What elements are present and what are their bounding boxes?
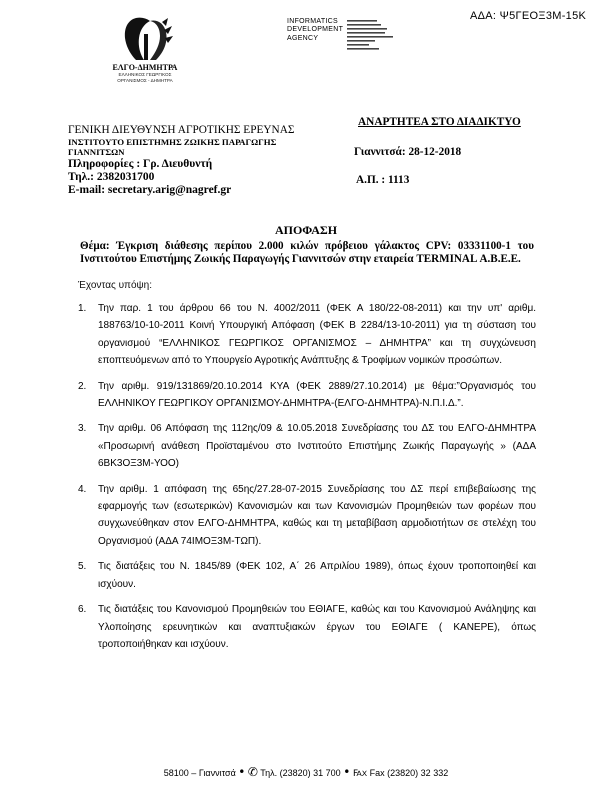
item-text: Την παρ. 1 του άρθρου 66 του Ν. 4002/2011 (ΦΕΚ Α 180/22-08-2011) και την υπ' αριθμ. 188763/10-10-2011 Κοινή Υπουργική Απόφαση (ΦΕΚ Β 2284/13-10-2011) για τη σύσταση του οργανισμού “ΕΛΛΗΝΙΚΟΣ ΓΕΩΡΓΙΚΟΣ ΟΡΓΑΝΙΣΜΟΣ – ΔΗΜΗΤΡΑ” και τη συγχώνευση εποπτευόμενων από το Υπουργείο Αγροτικής Ανάπτυξης & Τροφίμων νομικών προσώπων. — [98, 303, 536, 367]
illegible-fine-print — [347, 19, 399, 56]
bullet-icon: • — [238, 765, 246, 779]
posting-notice: ΑΝΑΡΤΗΤΕΑ ΣΤΟ ΔΙΑΔΙΚΤΥΟ — [358, 116, 521, 128]
item-number: 4. — [78, 483, 87, 495]
footer-phone: Τηλ. (23820) 31 700 — [260, 768, 341, 778]
bullet-icon: • — [343, 765, 351, 779]
ada-code: ΑΔΑ: Ψ5ΓΕΟΞ3Μ-15Κ — [470, 10, 587, 22]
logo-subtitle-2: ΟΡΓΑΝΙΣΜΟΣ - ΔΗΜΗΤΡΑ — [117, 78, 173, 83]
list-item — [78, 601, 536, 653]
phone-number: Τηλ.: 2382031700 — [68, 170, 155, 183]
institute-name: ΙΝΣΤΙΤΟΥΤΟ ΕΠΙΣΤΗΜΗΣ ΖΩΙΚΗΣ ΠΑΡΑΓΩΓΗΣ — [68, 136, 277, 147]
informatics-line-1: INFORMATICS — [287, 18, 339, 25]
institute-city: ΓΙΑΝΝΙΤΣΩΝ — [68, 147, 125, 157]
informatics-agency-logo — [287, 18, 343, 43]
fine-print-lines-icon — [347, 19, 399, 55]
list-item — [78, 300, 536, 370]
item-number: 1. — [78, 303, 87, 314]
item-text: Την αριθμ. 1 απόφαση της 65ης/27.28-07-2015 Συνεδρίασης του ΔΣ περί επιβεβαίωσης της εφαρμογής των (εσωτερικών) Κανονισμών και των Κανονισμών Προμηθειών των φορέων που συγχωνεύθηκαν στον ΕΛΓΟ-ΔΗΜΗΤΡΑ, καθώς και τη μεταβίβαση αρμοδιοτήτων σε στελέχη του Οργανισμού (ΑΔΑ 74ΙΜΟΞ3Μ-ΤΩΠ). — [98, 483, 536, 547]
logo-name: ΕΛΓΟ-ΔΗΜΗΤΡΑ — [112, 63, 178, 72]
logo-subtitle-1: ΕΛΛΗΝΙΚΟΣ ΓΕΩΡΓΙΚΟΣ — [118, 72, 172, 77]
item-number: 5. — [78, 561, 87, 573]
item-text: Τις διατάξεις του Κανονισμού Προμηθειών του ΕΘΙΑΓΕ, καθώς και του Κανονισμού Ανάληψης και Υλοποίησης ερευνητικών και αναπτυξιακών έργων του ΕΘΙΑΓΕ ( ΚΑΝΕΡΕ), όπως τροποποιήθηκαν και ισχύουν. — [98, 604, 536, 650]
informatics-line-3: AGENCY — [287, 34, 319, 42]
item-number: 3. — [78, 423, 87, 435]
item-text: Την αριθμ. 06 Απόφαση της 112ης/09 & 10.05.2018 Συνεδρίασης του ΔΣ του ΕΛΓΟ-ΔΗΜΗΤΡΑ «Προσωρινή ανάθεση Προϊσταμένου στο Ινστιτούτο Επιστήμης Ζωικής Παραγωγής » (ΑΔΑ 6ΒΚ3ΟΞ3Μ-ΥΟΟ) — [98, 423, 536, 470]
item-number: 2. — [78, 380, 87, 392]
item-text: Την αριθμ. 919/131869/20.10.2014 ΚΥΑ (ΦΕΚ 2889/27.10.2014) με θέμα:”Οργανισμός του ΕΛΛΗΝΙΚΟΥ ΓΕΩΡΓΙΚΟΥ ΟΡΓΑΝΙΣΜΟΥ-ΔΗΜΗΤΡΑ-(ΕΛΓΟ-ΔΗΜΗΤΡΑ)-Ν.Π.Ι.Δ.”. — [98, 380, 536, 410]
informatics-line-2: DEVELOPMENT — [287, 26, 344, 34]
fax-icon: ℻ — [352, 765, 368, 779]
footer-address: 58100 – Γιαννιτσά — [163, 768, 236, 778]
email-address: E-mail: secretary.arig@nagref.gr — [68, 183, 232, 196]
considerations-list — [78, 300, 536, 661]
list-item — [78, 378, 536, 413]
phone-icon: ✆ — [247, 765, 258, 779]
list-item — [78, 420, 536, 472]
info-contact: Πληροφορίες : Γρ. Διευθυντή — [68, 157, 213, 170]
protocol-number: Α.Π. : 1113 — [356, 174, 410, 186]
letterhead — [68, 124, 294, 197]
logo-emblem-icon — [116, 16, 176, 62]
page-footer — [0, 765, 612, 779]
org-name: ΓΕΝΙΚΗ ΔΙΕΥΘΥΝΣΗ ΑΓΡΟΤΙΚΗΣ ΕΡΕΥΝΑΣ — [68, 124, 295, 136]
considering-heading: Έχοντας υπόψη: — [78, 280, 152, 291]
list-item — [78, 481, 536, 551]
subject-line: Θέμα: Έγκριση διάθεσης περίπου 2.000 κιλών πρόβειου γάλακτος CPV: 03331100-1 του Ινστιτούτου Επιστήμης Ζωικής Παραγωγής Γιαννιτσών στην εταιρεία TERMINAL Α.Β.Ε.Ε. — [80, 240, 534, 265]
item-text: Τις διατάξεις του Ν. 1845/89 (ΦΕΚ 102, Α΄ 26 Απριλίου 1989), όπως έχουν τροποποιηθεί και ισχύουν. — [98, 561, 536, 590]
list-item — [78, 558, 536, 593]
item-number: 6. — [78, 604, 87, 616]
elgo-logo — [104, 16, 186, 84]
document-date: Γιαννιτσά: 28-12-2018 — [354, 146, 462, 158]
document-title: ΑΠΟΦΑΣΗ — [274, 223, 338, 237]
footer-fax: Fax (23820) 32 332 — [369, 768, 449, 778]
